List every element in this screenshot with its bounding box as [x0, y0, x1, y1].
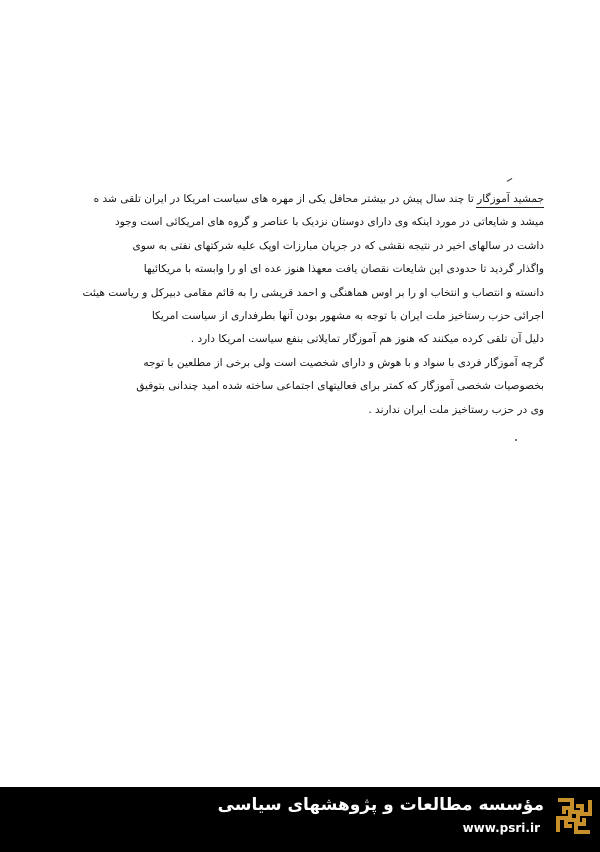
- text-line: میشد و شایعاتی در مورد اینکه وی دارای دوستان نزدیک با عناصر و گروه های امریکائی است وجود: [114, 216, 544, 229]
- document-body: [44, 188, 544, 422]
- scan-speck: [515, 439, 517, 441]
- text-line: دانسته و انتصاب و انتخاب او را بر اوس هماهنگی و احمد قریشی را به قائم مقامی دبیرکل و ریاست هیئت: [82, 286, 544, 299]
- website-link[interactable]: www.psri.ir: [462, 821, 540, 835]
- text-line: واگذار گردید تا حدودی این شایعات نقصان یافت معهذا هنوز عده ای او را وابسته با مریکائیها: [143, 263, 544, 276]
- text-line: اجرائی حزب رستاخیز ملت ایران با توجه به مشهور بودن آنها بطرفداری از سیاست امریکا: [151, 310, 544, 323]
- text-line: داشت در سالهای اخیر در نتیجه نقشی که در جریان مبارزات اوپک علیه شرکتهای نفتی به سوی: [132, 239, 544, 252]
- text-line: بخصوصیات شخصی آموزگار که کمتر برای فعالیتهای اجتماعی ساخته شده امید چندانی بتوفیق: [136, 380, 544, 393]
- handwritten-accent-mark: [507, 178, 516, 187]
- text-line: گرچه آموزگار فردی با سواد و با هوش و دارای شخصیت است ولی برخی از مطلعین با توجه: [143, 356, 544, 369]
- footer-banner: [0, 787, 600, 852]
- institute-name: مؤسسه مطالعات و پژوهشهای سیاسی: [217, 795, 544, 815]
- psri-logo-icon: [554, 796, 594, 836]
- text-line: جمشید آموزگار تا چند سال پیش در بیشتر محافل یکی از مهره های سیاست امریکا در ایران تلقی شد ه: [93, 193, 544, 205]
- text-line: دلیل آن تلقی کرده میکنند که هنوز هم آموزگار تمایلاتی بنفع سیاست امریکا دارد .: [190, 333, 544, 346]
- text-line: وی در حزب رستاخیز ملت ایران ندارند .: [368, 403, 544, 416]
